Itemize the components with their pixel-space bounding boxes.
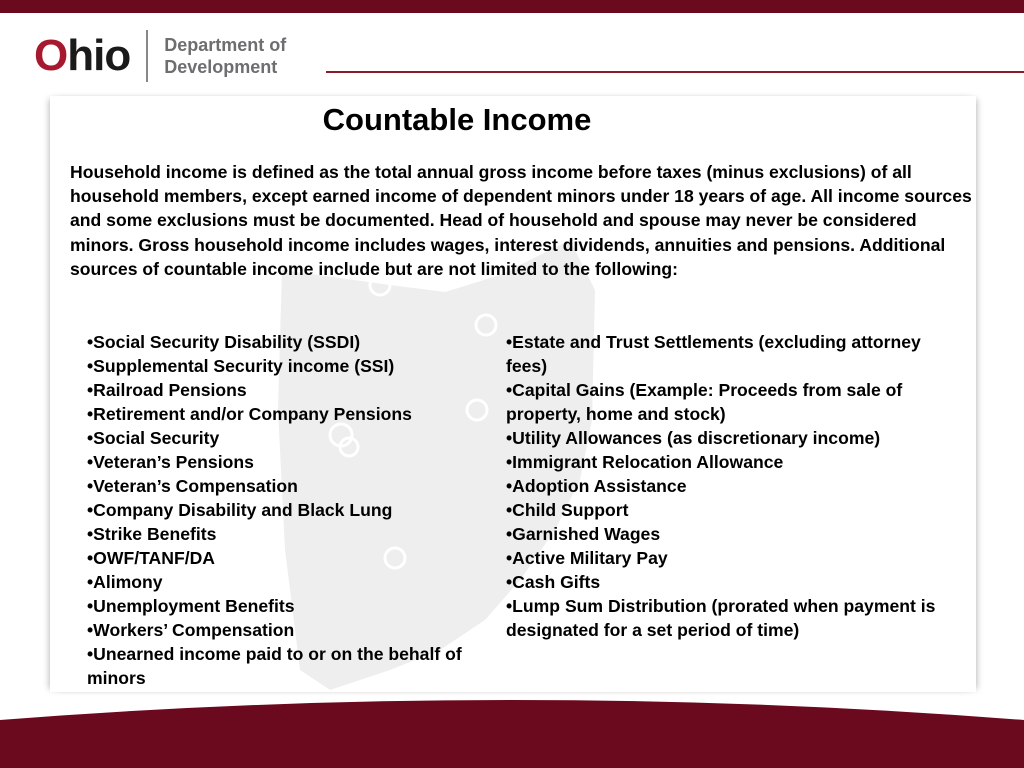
list-item: • Active Military Pay: [506, 546, 966, 570]
list-item: • Estate and Trust Settlements (excluding attorney fees): [506, 330, 966, 378]
list-item: • Immigrant Relocation Allowance: [506, 450, 966, 474]
list-item: • Garnished Wages: [506, 522, 966, 546]
department-name: [164, 34, 286, 78]
list-item: • Workers’ Compensation: [87, 618, 477, 642]
list-item: • Veteran’s Pensions: [87, 450, 477, 474]
list-item: • Lump Sum Distribution (prorated when payment is designated for a set period of time): [506, 594, 966, 642]
list-item: • Veteran’s Compensation: [87, 474, 477, 498]
list-item: • Cash Gifts: [506, 570, 966, 594]
list-item: • Capital Gains (Example: Proceeds from sale of property, home and stock): [506, 378, 966, 426]
income-sources-left-list: [87, 330, 477, 690]
list-item: • Adoption Assistance: [506, 474, 966, 498]
logo-o: O: [34, 31, 68, 80]
ohio-logo: [34, 26, 286, 86]
logo-text: hio: [67, 31, 131, 80]
list-item: • Railroad Pensions: [87, 378, 477, 402]
intro-paragraph: Household income is defined as the total annual gross income before taxes (minus exclusions) of all household members, except earned income of dependent minors under 18 years of age. All income sources and some exclusions must be documented. Head of household and spouse may never be considered minors. Gross household income includes wages, interest dividends, annuities and pensions. Additional sources of countable income include but are not limited to the following:: [70, 162, 972, 279]
list-item: • Unearned income paid to or on the behalf of minors: [87, 642, 477, 690]
logo-wordmark: [34, 31, 131, 80]
top-bar: [0, 0, 1024, 13]
slide-title: Countable Income: [322, 102, 592, 137]
footer-swoosh: [0, 690, 1024, 768]
list-item: • Company Disability and Black Lung: [87, 498, 477, 522]
list-item: • Supplemental Security income (SSI): [87, 354, 477, 378]
header-rule: [326, 71, 1024, 73]
list-item: • Retirement and/or Company Pensions: [87, 402, 477, 426]
list-item: • Strike Benefits: [87, 522, 477, 546]
list-item: • Unemployment Benefits: [87, 594, 477, 618]
list-item: • Social Security Disability (SSDI): [87, 330, 477, 354]
logo-divider: [146, 30, 148, 82]
list-item: • Alimony: [87, 570, 477, 594]
list-item: • Utility Allowances (as discretionary income): [506, 426, 966, 450]
income-sources-right-list: [506, 330, 966, 642]
department-line-1: Department of: [164, 35, 287, 55]
list-item: • Child Support: [506, 498, 966, 522]
list-item: • Social Security: [87, 426, 477, 450]
department-line-2: Development: [164, 57, 278, 77]
list-item: • OWF/TANF/DA: [87, 546, 477, 570]
